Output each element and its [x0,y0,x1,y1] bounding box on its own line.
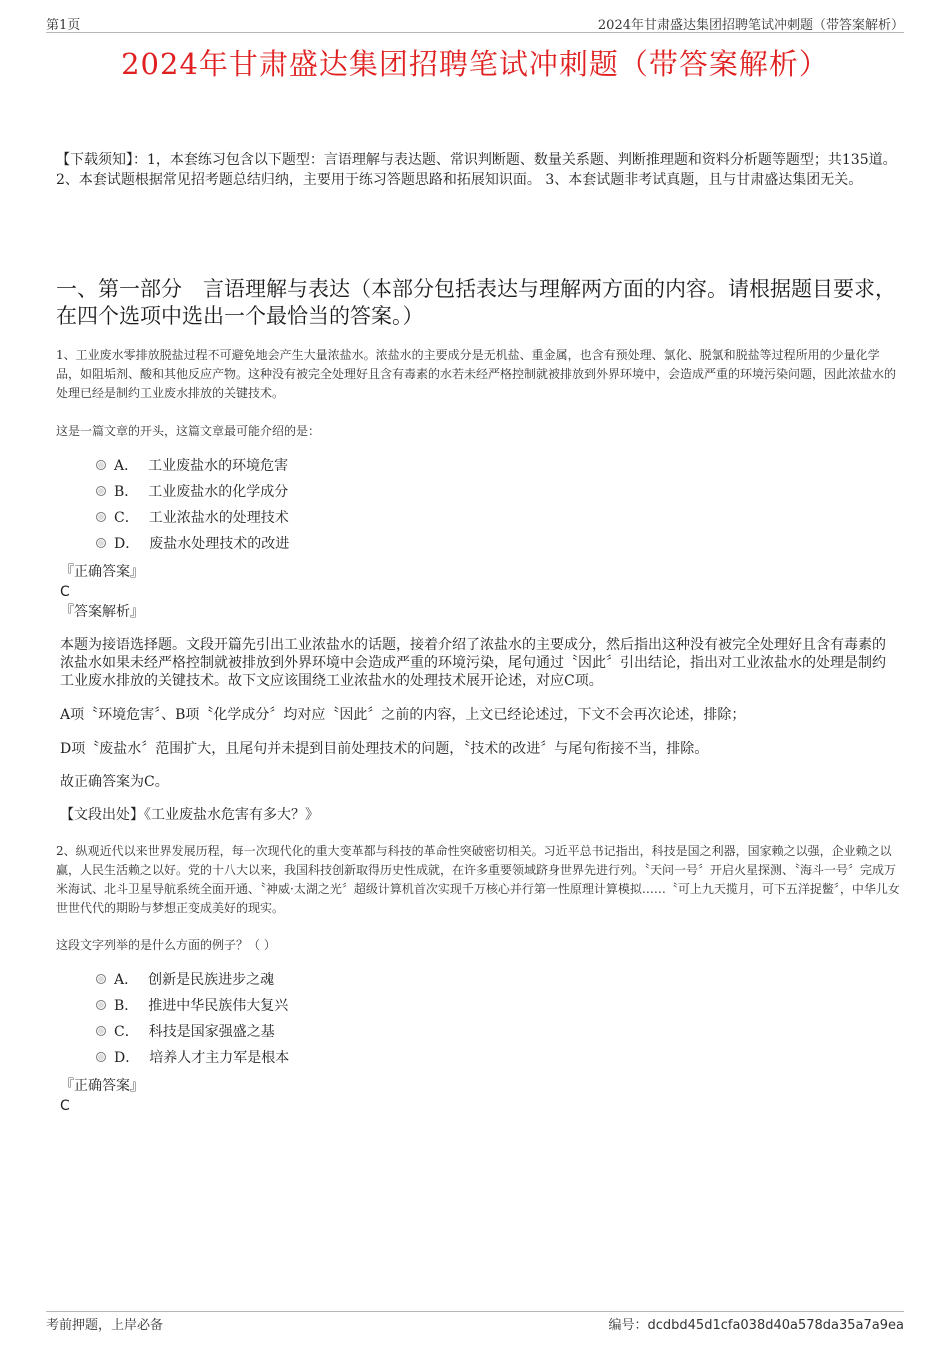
page-number: 第1页 [46,18,81,33]
q2-options [96,966,289,1070]
radio-icon[interactable] [96,538,106,548]
q2-passage: 2、纵观近代以来世界发展历程，每一次现代化的重大变革都与科技的革命性突破密切相关。习近平总书记指出，科技是国之利器，国家赖之以强，企业赖之以赢，人民生活赖之以好。党的十八大以来，我国科技创新取得历史性成就，在许多重要领域跻身世界先进行列。〝天问一号〞开启火星探测、〝海斗一号〞完成万米海试、北斗卫星导航系统全面开通、〝神威·太湖之光〞超级计算机首次实现千万核心并行第一性原理计算模拟……〝可上九天揽月，可下五洋捉鳖〞，中华儿女世世代代的期盼与梦想正变成美好的现实。 [56,844,900,915]
footer-rule [46,1311,904,1313]
q1-analysis-2: A项〝环境危害〞、B项〝化学成分〞均对应〝因此〞之前的内容，上文已经论述过，下文不会再次论述，排除； [60,707,746,723]
q1-analysis-label: 『答案解析』 [60,604,144,620]
q1-question: 这是一篇文章的开头，这篇文章最可能介绍的是： [56,424,321,438]
q1-source: 【文段出处】《工业废盐水危害有多大？》 [60,807,319,823]
footer-code [608,1314,904,1333]
q1-option-a[interactable]: A． 工业废盐水的环境危害 [96,452,289,478]
radio-icon[interactable] [96,512,106,522]
radio-icon[interactable] [96,1026,106,1036]
q1-options [96,452,289,556]
footer-code-value: dcdbd45d1cfa038d40a578da35a7a9ea [647,1318,904,1333]
footer-slogan: 考前押题，上岸必备 [46,1318,164,1333]
q1-answer: C [60,584,70,600]
q1-option-d[interactable]: D． 废盐水处理技术的改进 [96,530,289,556]
footer-code-label: 编号： [608,1318,648,1333]
radio-icon[interactable] [96,460,106,470]
q1-analysis-4: 故正确答案为C。 [60,774,169,790]
header-doc-title: 2024年甘肃盛达集团招聘笔试冲刺题（带答案解析） [597,18,904,33]
q2-answer: C [60,1098,70,1114]
section-heading: 一、第一部分 言语理解与表达（本部分包括表达与理解两方面的内容。请根据题目要求，在四个选项中选出一个最恰当的答案。） [56,277,896,328]
document-title: 2024年甘肃盛达集团招聘笔试冲刺题（带答案解析） [121,47,829,81]
q2-option-b[interactable]: B． 推进中华民族伟大复兴 [96,992,289,1018]
q2-option-d[interactable]: D． 培养人才主力军是根本 [96,1044,289,1070]
radio-icon[interactable] [96,1052,106,1062]
q1-option-c[interactable]: C． 工业浓盐水的处理技术 [96,504,289,530]
radio-icon[interactable] [96,486,106,496]
q2-answer-label: 『正确答案』 [60,1078,144,1094]
q1-option-b[interactable]: B． 工业废盐水的化学成分 [96,478,289,504]
q1-analysis-1: 本题为接语选择题。文段开篇先引出工业浓盐水的话题，接着介绍了浓盐水的主要成分，然后指出这种没有被完全处理好且含有毒素的浓盐水如果未经严格控制就被排放到外界环境中会造成严重的环境污染，尾句通过〝因此〞引出结论，指出对工业浓盐水的处理是制约工业废水排放的关键技术。故下文应该围绕工业浓盐水的处理技术展开论述，对应C项。 [60,637,886,689]
q1-analysis-3: D项〝废盐水〞范围扩大，且尾句并未提到目前处理技术的问题，〝技术的改进〞与尾句衔接不当，排除。 [60,741,709,757]
download-notice: 【下载须知】：1，本套练习包含以下题型：言语理解与表达题、常识判断题、数量关系题、判断推理题和资料分析题等题型；共135道。 2、本套试题根据常见招考题总结归纳，主要用于练习答题思路和拓展知识面。 3、本套试题非考试真题，且与甘肃盛达集团无关。 [56,152,897,188]
q2-option-c[interactable]: C． 科技是国家强盛之基 [96,1018,289,1044]
q2-option-a[interactable]: A． 创新是民族进步之魂 [96,966,289,992]
radio-icon[interactable] [96,974,106,984]
q1-passage: 1、工业废水零排放脱盐过程不可避免地会产生大量浓盐水。浓盐水的主要成分是无机盐、重金属，也含有预处理、氯化、脱氯和脱盐等过程所用的少量化学品，如阻垢剂、酸和其他反应产物。这种没有被完全处理好且含有毒素的水若未经严格控制就被排放到外界环境中，会造成严重的环境污染问题，因此浓盐水的处理已经是制约工业废水排放的关键技术。 [56,348,897,400]
radio-icon[interactable] [96,1000,106,1010]
page-header [46,14,904,33]
q1-answer-label: 『正确答案』 [60,564,144,580]
q2-question: 这段文字列举的是什么方面的例子？（ ） [56,938,276,952]
